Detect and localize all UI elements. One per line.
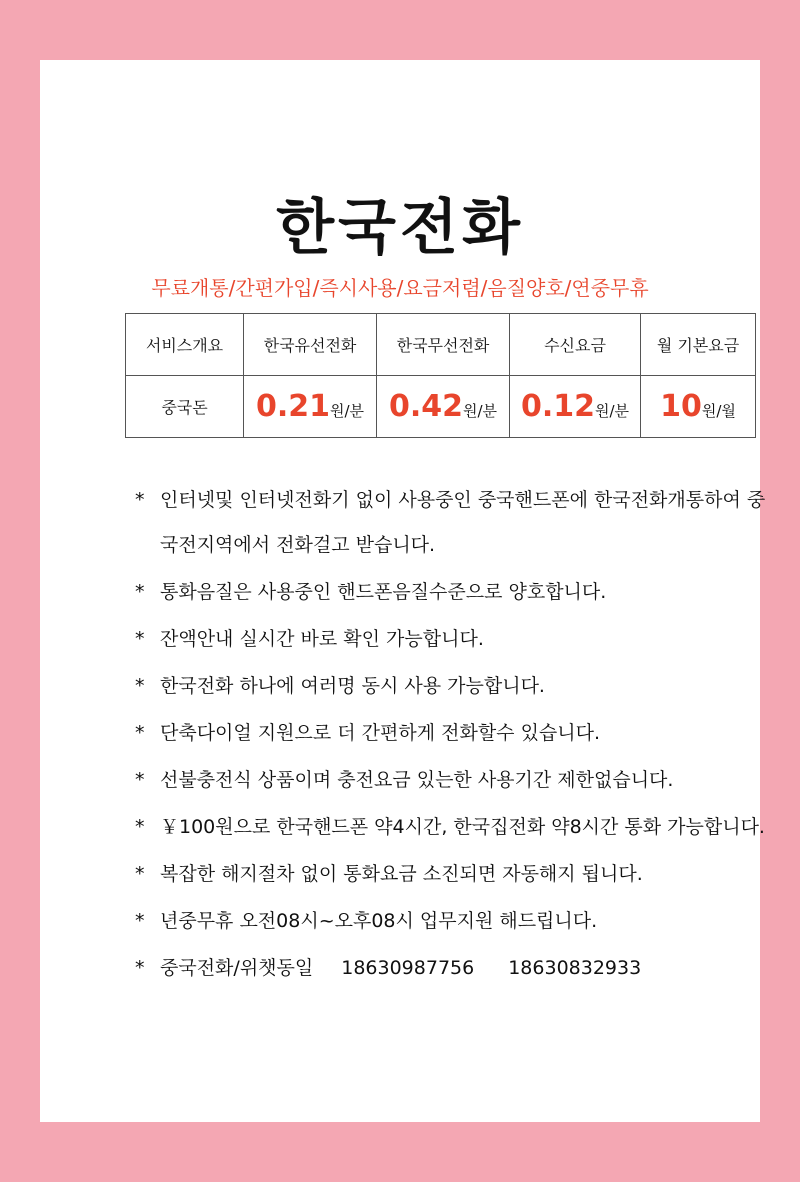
asterisk-icon: * [135,910,145,932]
list-item [135,711,775,756]
feature-list [135,478,775,993]
note-text: 잔액안내 실시간 바로 확인 가능합니다. [160,628,484,650]
phone-number: 18630832933 [508,957,642,979]
rate-value: 0.12 [520,389,595,424]
list-item [135,478,775,568]
note-text: 통화음질은 사용중인 핸드폰음질수준으로 양호합니다. [160,581,607,603]
table-header: 월 기본요금 [641,314,756,376]
asterisk-icon: * [135,675,145,697]
note-text: 한국전화 하나에 여러명 동시 사용 가능합니다. [160,675,545,697]
asterisk-icon: * [135,581,145,603]
rate-unit: 원/분 [594,402,630,420]
rate-unit: 원/분 [462,402,498,420]
page-title: 한국전화 [276,193,524,263]
asterisk-icon: * [135,863,145,885]
list-item [135,758,775,803]
subtitle: 무료개통/간편가입/즉시사용/요금저렴/음질양호/연중무휴 [151,276,649,300]
rate-value: 0.21 [255,389,330,424]
list-item [135,805,775,850]
table-row [126,376,756,438]
note-text: 년중무휴 오전08시~오후08시 업무지원 해드립니다. [160,910,598,932]
table-header: 수신요금 [510,314,641,376]
table-header: 한국무선전화 [377,314,510,376]
note-text: 선불충전식 상품이며 충전요금 있는한 사용기간 제한없습니다. [160,769,674,791]
table-header-row [126,314,756,376]
row-label: 중국돈 [126,376,244,438]
list-item [135,664,775,709]
rate-cell [244,376,377,438]
asterisk-icon: * [135,769,145,791]
rate-table [125,313,756,438]
list-item [135,570,775,615]
phone-number: 18630987756 [341,957,475,979]
asterisk-icon: * [135,957,145,979]
note-text: ￥100원으로 한국핸드폰 약4시간, 한국집전화 약8시간 통화 가능합니다. [160,816,765,838]
table-header: 한국유선전화 [244,314,377,376]
asterisk-icon: * [135,489,145,511]
contact-item [135,946,775,991]
rate-unit: 원/월 [701,402,736,420]
list-item [135,617,775,662]
rate-cell [377,376,510,438]
rate-cell [641,376,756,438]
list-item [135,852,775,897]
note-text: 단축다이얼 지원으로 더 간편하게 전화할수 있습니다. [160,722,601,744]
asterisk-icon: * [135,816,145,838]
contact-label: 중국전화/위챗동일 [160,957,314,979]
table-header: 서비스개요 [126,314,244,376]
asterisk-icon: * [135,722,145,744]
rate-cell [510,376,641,438]
rate-value: 10 [660,389,702,424]
flyer-card [40,60,766,1122]
rate-unit: 원/분 [329,402,365,420]
rate-value: 0.42 [388,389,463,424]
note-text: 인터넷및 인터넷전화기 없이 사용중인 중국핸드폰에 한국전화개통하여 중국전지역에서 전화걸고 받습니다. [160,489,766,556]
list-item [135,899,775,944]
asterisk-icon: * [135,628,145,650]
note-text: 복잡한 해지절차 없이 통화요금 소진되면 자동해지 됩니다. [160,863,643,885]
